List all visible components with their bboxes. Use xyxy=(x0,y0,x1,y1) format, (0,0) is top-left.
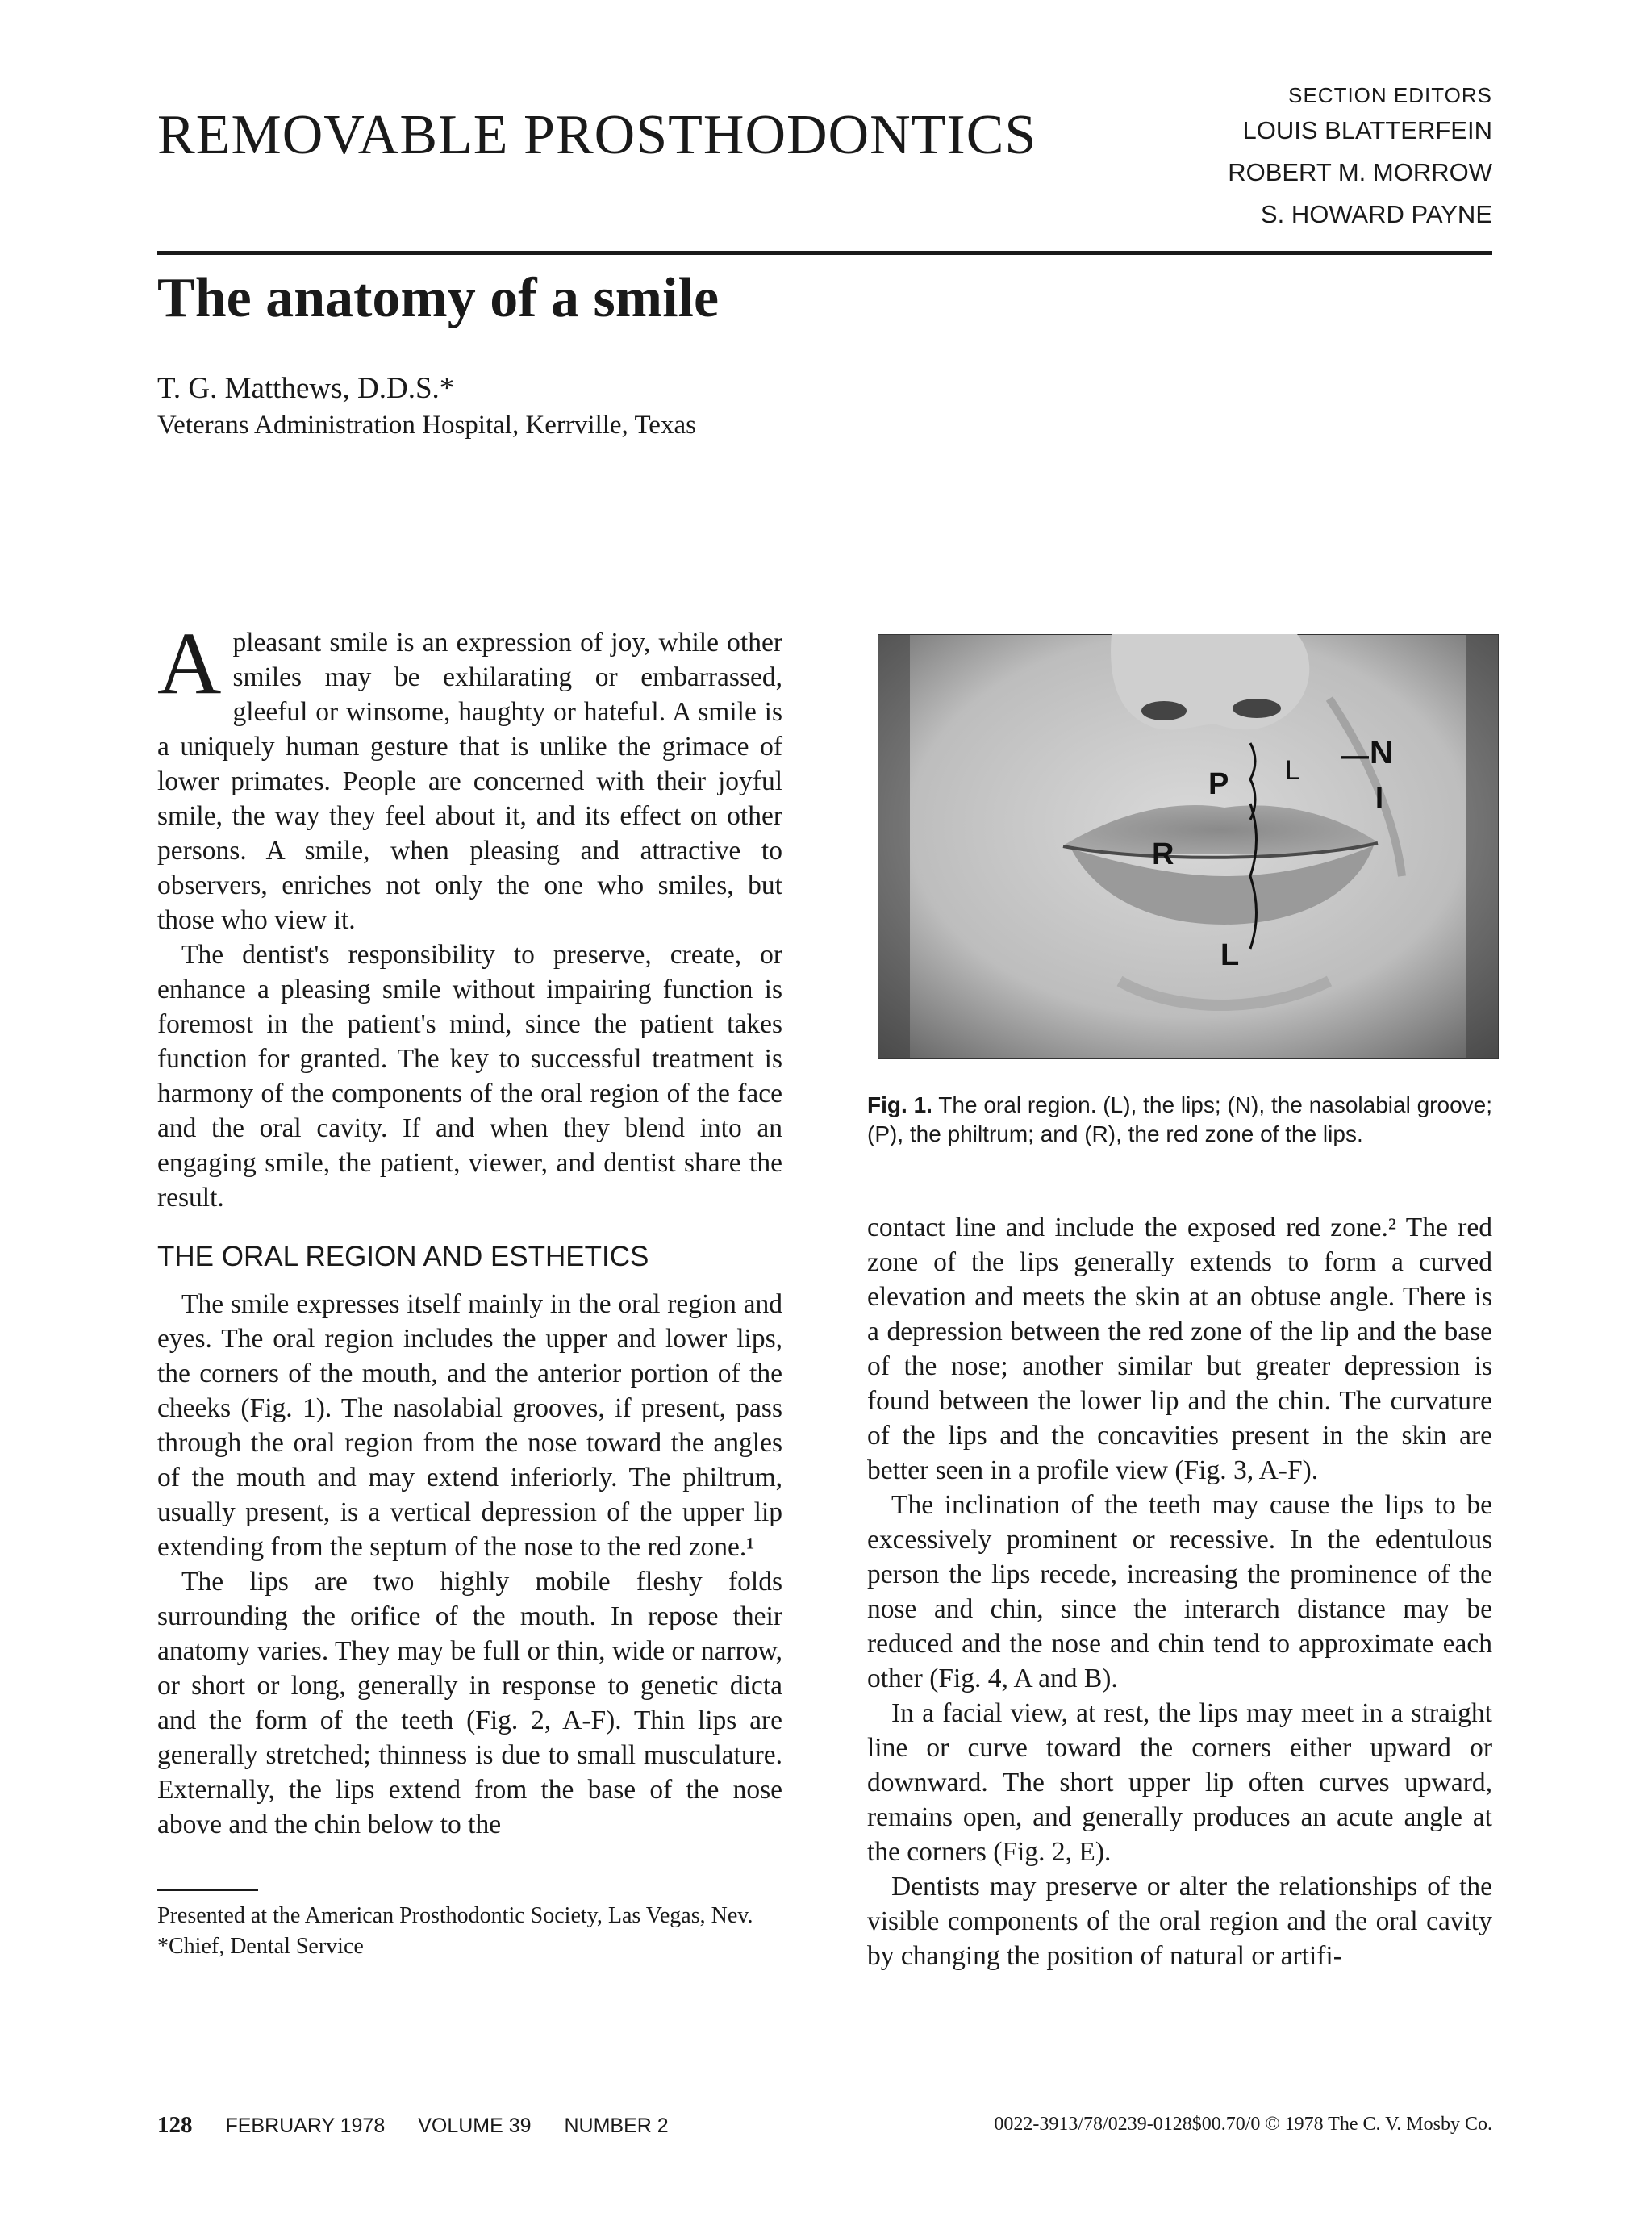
drop-cap: A xyxy=(157,614,222,712)
label-groove-bar: I xyxy=(1375,781,1384,814)
right-column xyxy=(867,1210,1492,1973)
page-number: 128 xyxy=(157,2112,193,2138)
oral-region-photo xyxy=(878,634,1499,1059)
left-column xyxy=(157,614,782,1842)
label-n: N xyxy=(1370,735,1393,770)
label-p: P xyxy=(1208,767,1229,801)
caption-lead: Fig. 1. xyxy=(867,1092,932,1117)
author-affiliation: Veterans Administration Hospital, Kerrville, Texas xyxy=(157,411,696,440)
paragraph: contact line and include the exposed red zone.² The red zone of the lips generally extends to form a curved elevation and meets the skin at an obtuse angle. There is a depression between the red zone of the lip and the base of the nose; another similar but greater depression is found between the lower lip and the chin. The curvature of the lips and the concavities present in the skin are better seen in a profile view (Fig. 3, A-F). xyxy=(867,1213,1492,1485)
caption-text: The oral region. (L), the lips; (N), the nasolabial groove; (P), the philtrum; and (R), the red zone of the lips. xyxy=(867,1092,1493,1146)
paragraph: The dentist's responsibility to preserve, create, or enhance a pleasing smile without impairing function is foremost in the patient's mind, since the patient takes function for granted. The key to successful treatment is harmony of the components of the oral region of the face and the oral cavity. If and when they blend into an engaging smile, the patient, viewer, and dentist share the result. xyxy=(157,940,782,1213)
issue-month: FEBRUARY 1978 xyxy=(225,2115,386,2137)
editor-name: LOUIS BLATTERFEIN xyxy=(1242,116,1492,144)
figure-caption xyxy=(867,1091,1492,1149)
footnote: *Chief, Dental Service xyxy=(157,1934,364,1959)
issue-volume: VOLUME 39 xyxy=(418,2115,532,2137)
paragraph: The inclination of the teeth may cause the lips to be excessively prominent or recessive. In the edentulous person the lips recede, increasing the prominence of the nose and chin, since the interarch distance may be reduced and the nose and chin tend to approximate each other (Fig. 4, A and B). xyxy=(867,1490,1492,1693)
paragraph-text: pleasant smile is an expression of joy, while other smiles may be exhilarating or embarrassed, gleeful or winsome, haughty or hateful. A smile is a uniquely human gesture that is unlike the grimace of lower primates. People are concerned with their joyful smile, the way they feel about it, and its effect on other persons. A smile, when pleasing and attractive to observers, enriches not only the one who smiles, but those who view it. xyxy=(157,628,782,935)
label-dash: — xyxy=(1341,741,1369,771)
journal-footer xyxy=(157,2112,696,2139)
header-rule xyxy=(157,251,1492,255)
footnote: Presented at the American Prosthodontic Society, Las Vegas, Nev. xyxy=(157,1903,753,1928)
label-r: R xyxy=(1152,837,1174,871)
article-title: The anatomy of a smile xyxy=(157,267,720,329)
author-name: T. G. Matthews, D.D.S.* xyxy=(157,372,455,405)
section-title: REMOVABLE PROSTHODONTICS xyxy=(157,104,1037,166)
paragraph: In a facial view, at rest, the lips may meet in a straight line or curve toward the corners either upward or downward. The short upper lip often curves upward, remains open, and generally produces an acute angle at the corners (Fig. 2, E). xyxy=(867,1698,1492,1867)
editors-label: SECTION EDITORS xyxy=(1288,83,1492,107)
footnotes xyxy=(157,1901,782,1962)
section-editors xyxy=(1228,81,1492,236)
editor-name: S. HOWARD PAYNE xyxy=(1260,200,1492,228)
label-l-lower: L xyxy=(1220,938,1240,972)
figure-oral-region-photo xyxy=(878,634,1499,1059)
label-l-upper: L xyxy=(1285,755,1300,786)
paragraph xyxy=(157,614,782,937)
issue-number: NUMBER 2 xyxy=(564,2115,669,2137)
footnote-rule xyxy=(157,1889,258,1891)
editor-name: ROBERT M. MORROW xyxy=(1228,158,1492,186)
paragraph: The smile expresses itself mainly in the oral region and eyes. The oral region includes the upper and lower lips, the corners of the mouth, and the anterior portion of the cheeks (Fig. 1). The nasolabial grooves, if present, pass through the oral region from the nose toward the angles of the mouth and may extend inferiorly. The philtrum, usually present, is a vertical depression of the upper lip extending from the septum of the nose to the red zone.¹ xyxy=(157,1289,782,1562)
paragraph: Dentists may preserve or alter the relationships of the visible components of the oral region and the oral cavity by changing the position of natural or artifi- xyxy=(867,1872,1492,1971)
copyright-line: 0022-3913/78/0239-0128$00.70/0 © 1978 The C. V. Mosby Co. xyxy=(994,2114,1492,2135)
paragraph: The lips are two highly mobile fleshy folds surrounding the orifice of the mouth. In repose their anatomy varies. They may be full or thin, wide or narrow, or short or long, generally in response to genetic dicta and the form of the teeth (Fig. 2, A-F). Thin lips are generally stretched; thinness is due to small musculature. Externally, the lips extend from the base of the nose above and the chin below to the xyxy=(157,1567,782,1839)
section-heading: THE ORAL REGION AND ESTHETICS xyxy=(157,1241,649,1272)
